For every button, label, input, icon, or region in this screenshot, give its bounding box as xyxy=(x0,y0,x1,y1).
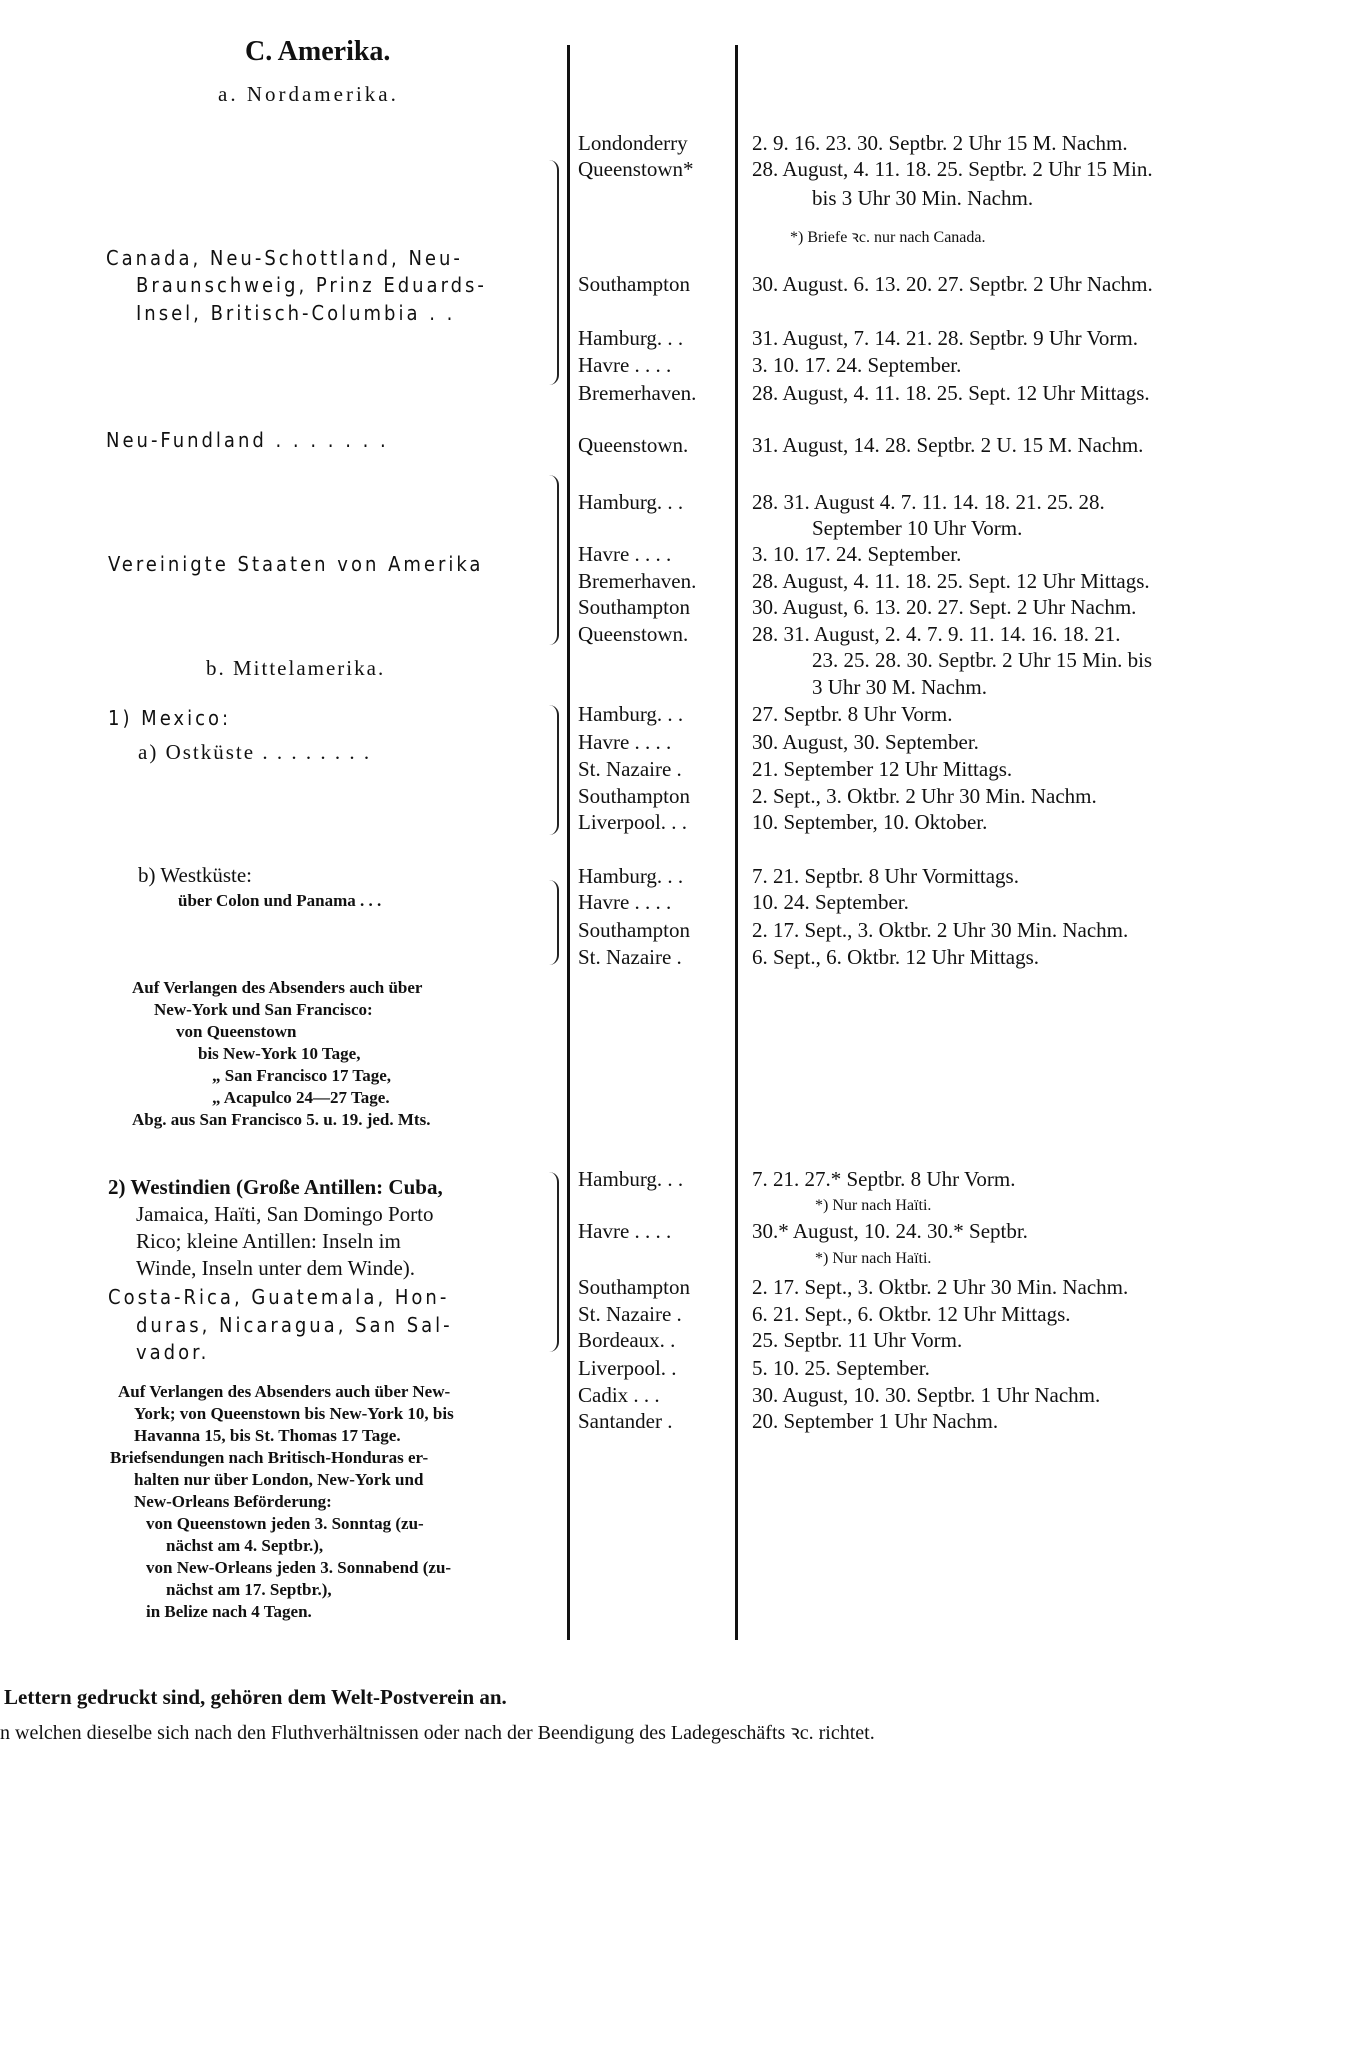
note-line: Abg. aus San Francisco 5. u. 19. jed. Mts. xyxy=(132,1110,431,1129)
schedule: 2. Sept., 3. Oktbr. 2 Uhr 30 Min. Nachm. xyxy=(752,784,1097,808)
schedule: 3. 10. 17. 24. September. xyxy=(752,542,962,566)
schedule: 28. 31. August, 2. 4. 7. 9. 11. 14. 16. 18. 21. xyxy=(752,622,1121,646)
port: Havre . . . . xyxy=(578,1219,672,1243)
port: Southampton xyxy=(578,918,691,942)
region-centralamerica: Costa-Rica, Guatemala, Hon- xyxy=(108,1285,450,1309)
schedule: 20. September 1 Uhr Nachm. xyxy=(752,1409,999,1433)
port: Havre . . . . xyxy=(578,542,672,566)
note-line: „ Acapulco 24—27 Tage. xyxy=(212,1088,390,1107)
schedule: 25. Septbr. 11 Uhr Vorm. xyxy=(752,1328,963,1352)
footer-line: Lettern gedruckt sind, gehören dem Welt-Postverein an. xyxy=(4,1685,507,1709)
note-line: „ San Francisco 17 Tage, xyxy=(212,1066,391,1085)
schedule: 27. Septbr. 8 Uhr Vorm. xyxy=(752,702,953,726)
port: Southampton xyxy=(578,784,691,808)
section-heading: C. Amerika. xyxy=(245,36,391,67)
schedule: 7. 21. Septbr. 8 Uhr Vormittags. xyxy=(752,864,1019,888)
note-line: New-Orleans Beförderung: xyxy=(134,1492,332,1511)
schedule: 7. 21. 27.* Septbr. 8 Uhr Vorm. xyxy=(752,1167,1016,1191)
port: Hamburg. . . xyxy=(578,326,684,350)
schedule: 28. August, 4. 11. 18. 25. Sept. 12 Uhr Mittags. xyxy=(752,381,1150,405)
schedule: 2. 9. 16. 23. 30. Septbr. 2 Uhr 15 M. Nachm. xyxy=(752,131,1128,155)
region-usa: Vereinigte Staaten von Amerika xyxy=(108,552,484,576)
schedule: 31. August, 7. 14. 21. 28. Septbr. 9 Uhr Vorm. xyxy=(752,326,1138,350)
port: Cadix . . . xyxy=(578,1383,660,1407)
region-canada-3: Insel, Britisch-Columbia . . xyxy=(136,301,456,325)
region-newfoundland: Neu-Fundland . . . . . . . xyxy=(106,428,389,452)
port: Santander . xyxy=(578,1409,673,1433)
schedule: 31. August, 14. 28. Septbr. 2 U. 15 M. Nachm. xyxy=(752,433,1144,457)
schedule: 21. September 12 Uhr Mittags. xyxy=(752,757,1013,781)
footnote: *) Briefe ꝛc. nur nach Canada. xyxy=(790,229,986,246)
note-line: New-York und San Francisco: xyxy=(154,1000,373,1019)
schedule: 30. August, 10. 30. Septbr. 1 Uhr Nachm. xyxy=(752,1383,1101,1407)
schedule: 5. 10. 25. September. xyxy=(752,1356,930,1380)
schedule-cont: 23. 25. 28. 30. Septbr. 2 Uhr 15 Min. bis xyxy=(812,648,1153,672)
region-centralamerica: duras, Nicaragua, San Sal- xyxy=(136,1313,453,1337)
column-rule-left xyxy=(567,45,570,1640)
port: Queenstown* xyxy=(578,157,694,181)
port: Southampton xyxy=(578,595,691,619)
note-line: in Belize nach 4 Tagen. xyxy=(146,1602,312,1621)
brace xyxy=(549,160,559,385)
subsection-central: b. Mittelamerika. xyxy=(206,656,386,680)
schedule: 30. August, 6. 13. 20. 27. Sept. 2 Uhr Nachm. xyxy=(752,595,1137,619)
note-line: Auf Verlangen des Absenders auch über New- xyxy=(118,1382,451,1401)
schedule: 2. 17. Sept., 3. Oktbr. 2 Uhr 30 Min. Nachm. xyxy=(752,1275,1129,1299)
port: Liverpool. . . xyxy=(578,810,688,834)
schedule: 30. August. 6. 13. 20. 27. Septbr. 2 Uhr Nachm. xyxy=(752,272,1153,296)
schedule-cont: September 10 Uhr Vorm. xyxy=(812,516,1023,540)
subsection-north: a. Nordamerika. xyxy=(218,82,399,106)
port: Hamburg. . . xyxy=(578,1167,684,1191)
note-line: halten nur über London, New-York und xyxy=(134,1470,424,1489)
region-west-route: über Colon und Panama . . . xyxy=(178,891,382,910)
note-line: Briefsendungen nach Britisch-Honduras er- xyxy=(110,1448,429,1467)
port: Queenstown. xyxy=(578,433,689,457)
port: Queenstown. xyxy=(578,622,689,646)
schedule: 6. Sept., 6. Oktbr. 12 Uhr Mittags. xyxy=(752,945,1039,969)
port: St. Nazaire . xyxy=(578,945,682,969)
port: Bordeaux. . xyxy=(578,1328,676,1352)
port: Southampton xyxy=(578,1275,691,1299)
region-west-coast: b) Westküste: xyxy=(138,863,252,887)
schedule: 2. 17. Sept., 3. Oktbr. 2 Uhr 30 Min. Nachm. xyxy=(752,918,1129,942)
note-line: von New-Orleans jeden 3. Sonnabend (zu- xyxy=(146,1558,452,1577)
region-westindies: Winde, Inseln unter dem Winde). xyxy=(136,1256,416,1280)
port: Londonderry xyxy=(578,131,688,155)
port: Havre . . . . xyxy=(578,353,672,377)
schedule: 30.* August, 10. 24. 30.* Septbr. xyxy=(752,1219,1028,1243)
region-westindies: 2) Westindien (Große Antillen: Cuba, xyxy=(108,1175,443,1199)
port: St. Nazaire . xyxy=(578,757,682,781)
port: St. Nazaire . xyxy=(578,1302,682,1326)
region-westindies: Rico; kleine Antillen: Inseln im xyxy=(136,1229,401,1253)
note-line: bis New-York 10 Tage, xyxy=(198,1044,361,1063)
note-line: von Queenstown jeden 3. Sonntag (zu- xyxy=(146,1514,424,1533)
region-canada-1: Canada, Neu-Schottland, Neu- xyxy=(106,246,463,270)
note-line: Havanna 15, bis St. Thomas 17 Tage. xyxy=(134,1426,401,1445)
brace xyxy=(549,705,559,835)
brace xyxy=(549,475,559,645)
note-line: Auf Verlangen des Absenders auch über xyxy=(132,978,423,997)
schedule: 28. 31. August 4. 7. 11. 14. 18. 21. 25. 28. xyxy=(752,490,1105,514)
brace xyxy=(549,1172,559,1352)
schedule: 28. August, 4. 11. 18. 25. Sept. 12 Uhr Mittags. xyxy=(752,569,1150,593)
port: Havre . . . . xyxy=(578,890,672,914)
schedule: 3. 10. 17. 24. September. xyxy=(752,353,962,377)
footer-line: n welchen dieselbe sich nach den Fluthverhältnissen oder nach der Beendigung des Ladegeschäfts ꝛc. richtet. xyxy=(0,1722,875,1744)
footnote: *) Nur nach Haïti. xyxy=(815,1197,932,1214)
note-line: York; von Queenstown bis New-York 10, bis xyxy=(134,1404,454,1423)
footnote: *) Nur nach Haïti. xyxy=(815,1250,932,1267)
region-centralamerica: vador. xyxy=(136,1340,210,1364)
port: Hamburg. . . xyxy=(578,490,684,514)
schedule: 6. 21. Sept., 6. Oktbr. 12 Uhr Mittags. xyxy=(752,1302,1071,1326)
column-rule-right xyxy=(735,45,738,1640)
port: Havre . . . . xyxy=(578,730,672,754)
schedule-cont: bis 3 Uhr 30 Min. Nachm. xyxy=(812,186,1034,210)
schedule-cont: 3 Uhr 30 M. Nachm. xyxy=(812,675,987,699)
port: Hamburg. . . xyxy=(578,702,684,726)
schedule: 28. August, 4. 11. 18. 25. Septbr. 2 Uhr 15 Min. xyxy=(752,157,1153,181)
schedule: 30. August, 30. September. xyxy=(752,730,979,754)
note-line: nächst am 4. Septbr.), xyxy=(166,1536,324,1555)
note-line: nächst am 17. Septbr.), xyxy=(166,1580,332,1599)
brace xyxy=(549,880,559,965)
region-east-coast: a) Ostküste . . . . . . . . xyxy=(138,740,372,764)
port: Liverpool. . xyxy=(578,1356,677,1380)
region-westindies: Jamaica, Haïti, San Domingo Porto xyxy=(136,1202,434,1226)
region-canada-2: Braunschweig, Prinz Eduards- xyxy=(136,273,487,297)
region-mexico: 1) Mexico: xyxy=(108,706,232,730)
schedule: 10. September, 10. Oktober. xyxy=(752,810,988,834)
port: Bremerhaven. xyxy=(578,381,697,405)
schedule: 10. 24. September. xyxy=(752,890,909,914)
port: Hamburg. . . xyxy=(578,864,684,888)
port: Bremerhaven. xyxy=(578,569,697,593)
port: Southampton xyxy=(578,272,691,296)
note-line: von Queenstown xyxy=(176,1022,297,1041)
